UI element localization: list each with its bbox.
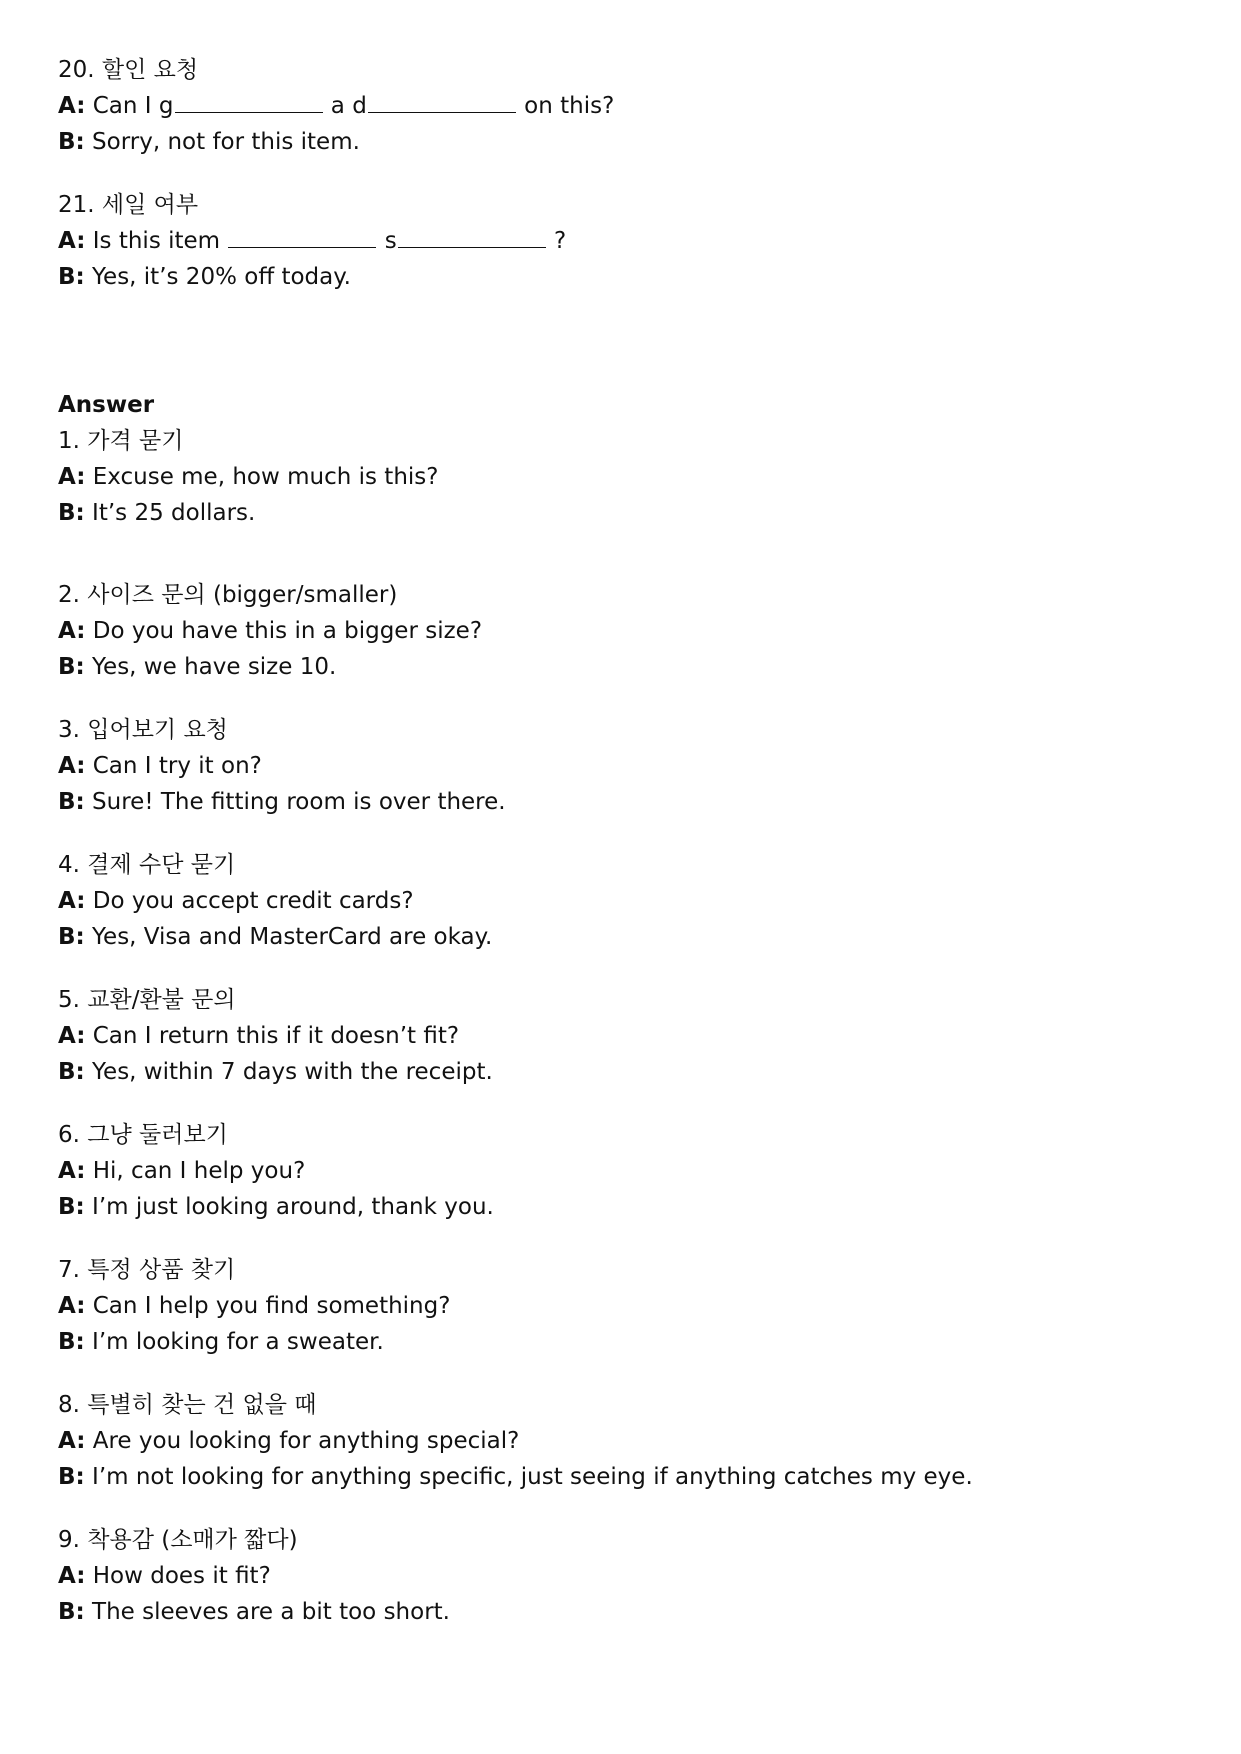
- sentence-part: a d: [323, 93, 367, 119]
- answer-title: 7. 특정 상품 찾기: [58, 1257, 236, 1283]
- speaker-a-line: [58, 883, 1178, 919]
- speaker-a-label: A:: [58, 464, 86, 490]
- speaker-a-label: A:: [58, 228, 86, 254]
- spacer: [58, 531, 1178, 577]
- speaker-b-text: Yes, we have size 10.: [92, 654, 337, 680]
- speaker-b-line: [58, 259, 1178, 295]
- speaker-a-label: A:: [58, 1428, 86, 1454]
- speaker-a-text: Hi, can I help you?: [92, 1158, 306, 1184]
- speaker-b-text: I’m just looking around, thank you.: [92, 1194, 494, 1220]
- fill-in-blank[interactable]: [398, 227, 546, 248]
- speaker-b-text: The sleeves are a bit too short.: [92, 1599, 450, 1625]
- speaker-a-line: [58, 223, 1178, 259]
- spacer: [58, 1225, 1178, 1252]
- speaker-b-label: B:: [58, 654, 85, 680]
- answer-title: 5. 교환/환불 문의: [58, 987, 236, 1013]
- speaker-b-line: [58, 1594, 1178, 1630]
- speaker-a-line: [58, 1423, 1178, 1459]
- speaker-b-label: B:: [58, 1599, 85, 1625]
- answer-4: [58, 847, 1178, 955]
- spacer: [58, 1090, 1178, 1117]
- fill-in-blank[interactable]: [175, 92, 323, 113]
- speaker-a-label: A:: [58, 753, 86, 779]
- speaker-a-line: [58, 1018, 1178, 1054]
- speaker-b-label: B:: [58, 1194, 85, 1220]
- speaker-a-line: [58, 613, 1178, 649]
- speaker-a-label: A:: [58, 888, 86, 914]
- spacer: [58, 685, 1178, 712]
- exercise-title: 20. 할인 요청: [58, 57, 199, 83]
- spacer: [58, 820, 1178, 847]
- answer-title: 4. 결제 수단 묻기: [58, 852, 236, 878]
- spacer: [58, 160, 1178, 187]
- speaker-a-text: How does it fit?: [92, 1563, 271, 1589]
- exercise-title: 21. 세일 여부: [58, 192, 199, 218]
- spacer: [58, 1495, 1178, 1522]
- speaker-b-line: [58, 1189, 1178, 1225]
- speaker-b-label: B:: [58, 500, 85, 526]
- sentence-part: on this?: [516, 93, 615, 119]
- speaker-b-line: [58, 1324, 1178, 1360]
- speaker-b-line: [58, 1459, 1178, 1495]
- document-page: [58, 52, 1178, 1630]
- answer-9: [58, 1522, 1178, 1630]
- exercise-21: [58, 187, 1178, 295]
- answer-title: 2. 사이즈 문의 (bigger/smaller): [58, 582, 398, 608]
- answer-7: [58, 1252, 1178, 1360]
- answer-title: 6. 그냥 둘러보기: [58, 1122, 228, 1148]
- speaker-a-line: [58, 1153, 1178, 1189]
- speaker-a-line: [58, 88, 1178, 124]
- speaker-a-label: A:: [58, 618, 86, 644]
- speaker-b-label: B:: [58, 129, 85, 155]
- spacer: [58, 955, 1178, 982]
- speaker-a-label: A:: [58, 1158, 86, 1184]
- speaker-a-label: A:: [58, 93, 86, 119]
- speaker-b-line: [58, 649, 1178, 685]
- speaker-a-text: Can I try it on?: [92, 753, 262, 779]
- speaker-b-text: Yes, Visa and MasterCard are okay.: [92, 924, 493, 950]
- sentence-part: Can I g: [92, 93, 174, 119]
- speaker-a-line: [58, 459, 1178, 495]
- speaker-a-label: A:: [58, 1023, 86, 1049]
- answer-heading: Answer: [58, 392, 155, 418]
- speaker-a-text: Do you accept credit cards?: [92, 888, 414, 914]
- sentence-part: Is this item: [92, 228, 228, 254]
- speaker-b-label: B:: [58, 1329, 85, 1355]
- speaker-a-label: A:: [58, 1293, 86, 1319]
- answer-title: 8. 특별히 찾는 건 없을 때: [58, 1392, 317, 1418]
- spacer: [58, 1360, 1178, 1387]
- speaker-a-line: [58, 748, 1178, 784]
- speaker-a-text: Are you looking for anything special?: [92, 1428, 520, 1454]
- speaker-b-label: B:: [58, 1059, 85, 1085]
- speaker-a-text: Excuse me, how much is this?: [92, 464, 439, 490]
- answer-title: 3. 입어보기 요청: [58, 717, 228, 743]
- sentence-part: s: [377, 228, 397, 254]
- answer-title: 1. 가격 묻기: [58, 428, 184, 454]
- answer-3: [58, 712, 1178, 820]
- speaker-b-text: I’m not looking for anything specific, just seeing if anything catches my eye.: [92, 1464, 973, 1490]
- answer-1: [58, 423, 1178, 531]
- sentence-part: ?: [546, 228, 567, 254]
- speaker-b-text: Sorry, not for this item.: [92, 129, 360, 155]
- answer-2: [58, 577, 1178, 685]
- speaker-b-label: B:: [58, 1464, 85, 1490]
- speaker-b-text: Yes, it’s 20% off today.: [92, 264, 351, 290]
- speaker-b-line: [58, 124, 1178, 160]
- answer-6: [58, 1117, 1178, 1225]
- speaker-b-text: It’s 25 dollars.: [92, 500, 256, 526]
- speaker-b-text: Yes, within 7 days with the receipt.: [92, 1059, 493, 1085]
- answer-8: [58, 1387, 1178, 1495]
- speaker-b-label: B:: [58, 924, 85, 950]
- speaker-a-line: [58, 1558, 1178, 1594]
- speaker-b-text: I’m looking for a sweater.: [92, 1329, 384, 1355]
- speaker-b-line: [58, 784, 1178, 820]
- speaker-b-label: B:: [58, 264, 85, 290]
- speaker-a-text: Can I help you find something?: [92, 1293, 451, 1319]
- answer-5: [58, 982, 1178, 1090]
- speaker-b-line: [58, 1054, 1178, 1090]
- speaker-b-text: Sure! The fitting room is over there.: [92, 789, 506, 815]
- fill-in-blank[interactable]: [228, 227, 376, 248]
- speaker-a-line: [58, 1288, 1178, 1324]
- speaker-b-label: B:: [58, 789, 85, 815]
- answer-title: 9. 착용감 (소매가 짧다): [58, 1527, 298, 1553]
- speaker-a-text: Do you have this in a bigger size?: [92, 618, 483, 644]
- speaker-a-label: A:: [58, 1563, 86, 1589]
- spacer: [58, 295, 1178, 387]
- exercise-20: [58, 52, 1178, 160]
- speaker-b-line: [58, 919, 1178, 955]
- speaker-a-text: Can I return this if it doesn’t fit?: [92, 1023, 460, 1049]
- fill-in-blank[interactable]: [368, 92, 516, 113]
- speaker-b-line: [58, 495, 1178, 531]
